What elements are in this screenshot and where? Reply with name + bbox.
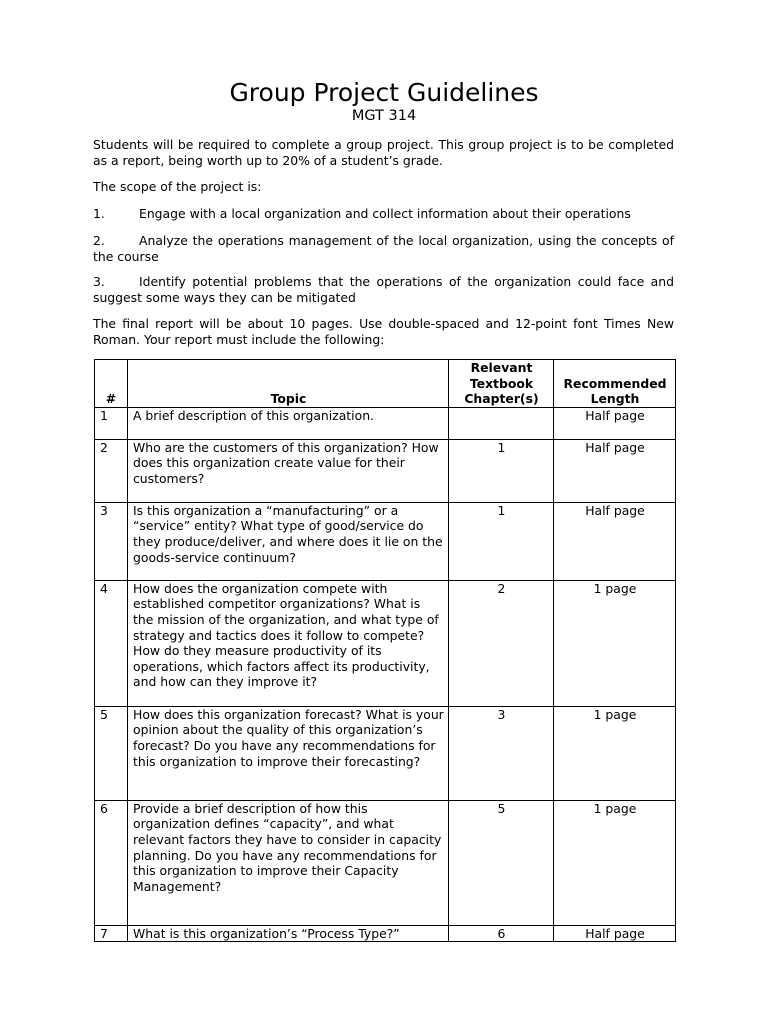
table-header-row (95, 360, 676, 408)
scope-item-text: Identify potential problems that the operations of the organization could face and suggest some ways they can be mitigated (93, 274, 674, 305)
scope-lead: The scope of the project is: (93, 179, 262, 194)
row-chapter: 2 (449, 580, 554, 706)
row-number: 5 (95, 706, 128, 800)
intro-paragraph: Students will be required to complete a group project. This group project is to be completed as a report, being worth up to 20% of a student’s grade. (93, 137, 674, 168)
row-topic: Who are the customers of this organization? How does this organization create value for their customers? (128, 439, 449, 502)
row-number: 1 (95, 407, 128, 439)
row-topic: A brief description of this organization. (128, 407, 449, 439)
row-length: Half page (554, 502, 676, 580)
scope-item-2 (93, 233, 674, 264)
row-length: 1 page (554, 800, 676, 925)
row-chapter: 5 (449, 800, 554, 925)
scope-item-1 (93, 206, 674, 222)
row-number: 2 (95, 439, 128, 502)
report-note: The final report will be about 10 pages. Use double-spaced and 12-point font Times New Roman. Your report must include the following: (93, 316, 674, 347)
table-row (95, 439, 676, 502)
row-number: 3 (95, 502, 128, 580)
header-number: # (95, 360, 128, 408)
row-length: Half page (554, 925, 676, 942)
row-topic: Provide a brief description of how this organization defines “capacity”, and what relevant factors they have to consider in capacity planning. Do you have any recommendations for this organization to improve their Capacity Management? (128, 800, 449, 925)
row-length: Half page (554, 407, 676, 439)
row-chapter: 1 (449, 439, 554, 502)
row-number: 7 (95, 925, 128, 942)
table-row (95, 800, 676, 925)
header-chapter: Relevant Textbook Chapter(s) (449, 360, 554, 408)
table-row (95, 407, 676, 439)
row-chapter: 3 (449, 706, 554, 800)
course-code: MGT 314 (351, 108, 417, 124)
row-topic: How does the organization compete with established competitor organizations? What is the mission of the organization, and what type of strategy and tactics does it follow to compete? How do they measure productivity of its operations, which factors affect its productivity, and how can they improve it? (128, 580, 449, 706)
row-chapter: 1 (449, 502, 554, 580)
row-number: 4 (95, 580, 128, 706)
table-row (95, 580, 676, 706)
scope-item-text: Analyze the operations management of the local organization, using the concepts of the course (93, 233, 674, 264)
table-row (95, 706, 676, 800)
table-row (95, 502, 676, 580)
header-length: Recommended Length (554, 360, 676, 408)
row-chapter (449, 407, 554, 439)
row-chapter: 6 (449, 925, 554, 942)
row-number: 6 (95, 800, 128, 925)
scope-item-number: 1. (93, 206, 105, 221)
scope-item-3 (93, 274, 674, 305)
row-length: Half page (554, 439, 676, 502)
scope-item-number: 3. (93, 274, 105, 289)
header-topic: Topic (128, 360, 449, 408)
row-length: 1 page (554, 580, 676, 706)
row-length: 1 page (554, 706, 676, 800)
row-topic: How does this organization forecast? What is your opinion about the quality of this organization’s forecast? Do you have any recommendations for this organization to improve their forecasting? (128, 706, 449, 800)
table-row (95, 925, 676, 942)
scope-item-number: 2. (93, 233, 105, 248)
requirements-table (94, 359, 676, 942)
scope-item-text: Engage with a local organization and collect information about their operations (139, 206, 631, 221)
row-topic: What is this organization’s “Process Type?” (128, 925, 449, 942)
row-topic: Is this organization a “manufacturing” or a “service” entity? What type of good/service do they produce/deliver, and where does it lie on the goods-service continuum? (128, 502, 449, 580)
page-title: Group Project Guidelines (229, 78, 539, 107)
